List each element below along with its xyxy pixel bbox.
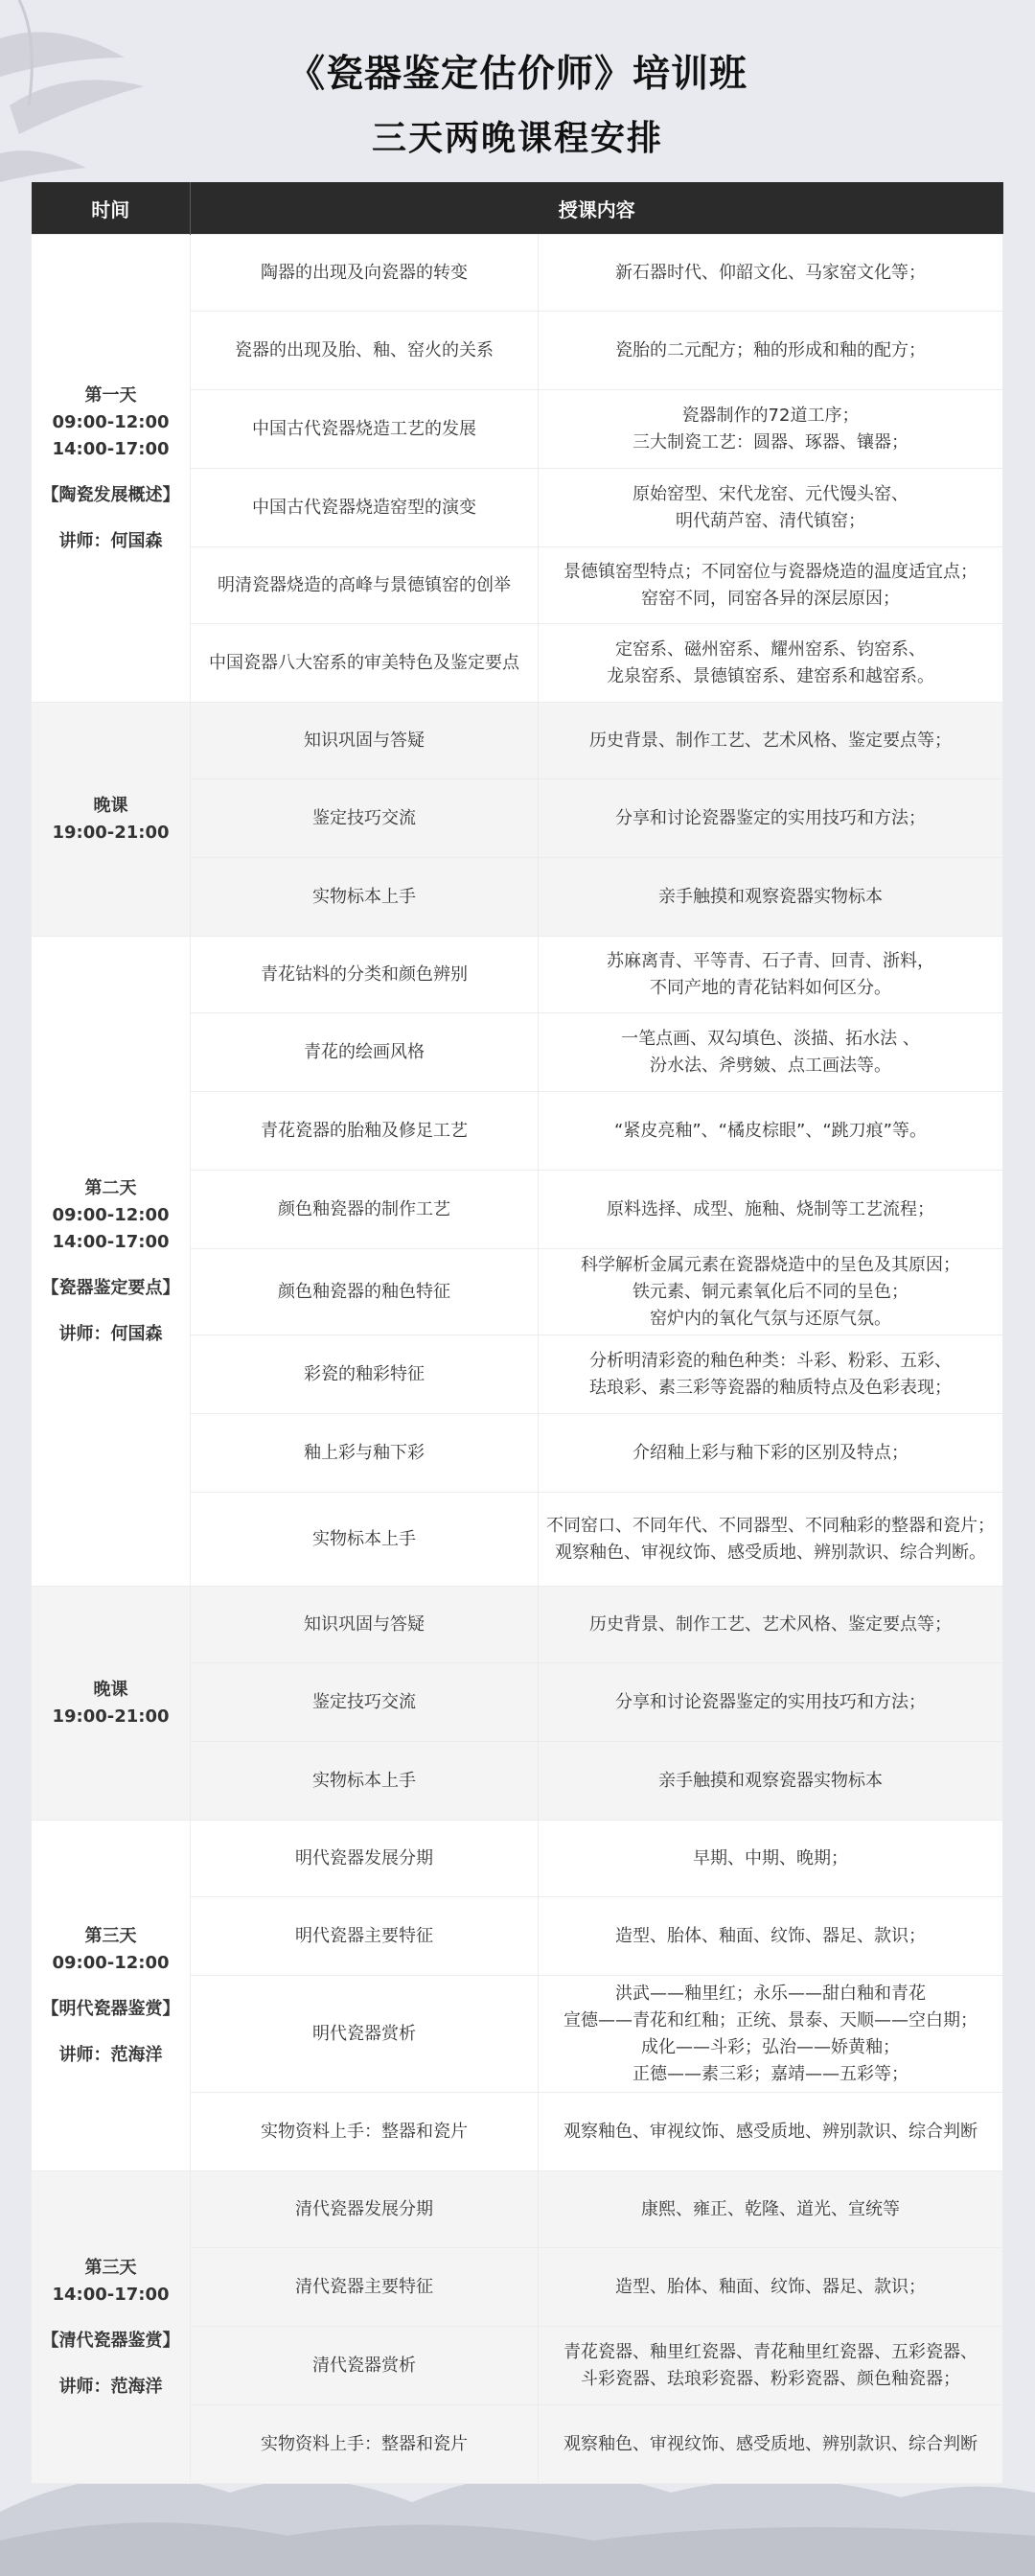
table-row xyxy=(32,1587,1003,1663)
page-subtitle: 三天两晚课程安排 xyxy=(371,119,663,158)
course-detail-line: 观察釉色、审视纹饰、感受质地、辨别款识、综合判断 xyxy=(564,2121,978,2142)
course-detail xyxy=(539,469,1003,547)
course-topic: 青花钴料的分类和颜色辨别 xyxy=(191,937,539,1013)
session-label-line: 14:00-17:00 xyxy=(52,2284,170,2305)
mountain-wash-icon xyxy=(0,2473,1035,2576)
session-label-line: 【瓷器鉴定要点】 xyxy=(41,1277,180,1298)
session-label-line: 【清代瓷器鉴赏】 xyxy=(41,2330,180,2351)
course-detail xyxy=(539,1092,1003,1171)
course-topic: 瓷器的出现及胎、釉、窑火的关系 xyxy=(191,312,539,390)
course-detail-line: 一笔点画、双勾填色、淡描、拓水法 、 xyxy=(621,1028,920,1049)
course-topic: 实物标本上手 xyxy=(191,1742,539,1821)
course-detail-line: 分享和讨论瓷器鉴定的实用技巧和方法； xyxy=(615,807,926,828)
course-detail-line: 成化——斗彩；弘治——娇黄釉； xyxy=(641,2036,900,2057)
session-label-line: 19:00-21:00 xyxy=(52,1706,170,1727)
course-topic: 清代瓷器主要特征 xyxy=(191,2248,539,2327)
course-detail-line: 历史背景、制作工艺、艺术风格、鉴定要点等； xyxy=(589,730,952,751)
session-label-line: 晚课 xyxy=(93,1679,128,1700)
session-label xyxy=(32,1821,191,2171)
course-detail xyxy=(539,1493,1003,1587)
course-topic: 明清瓷器烧造的高峰与景德镇窑的创举 xyxy=(191,547,539,624)
course-detail xyxy=(539,1171,1003,1249)
session-label-line: 09:00-12:00 xyxy=(52,1204,170,1225)
course-topic: 陶器的出现及向瓷器的转变 xyxy=(191,235,539,312)
course-detail-line: 景德镇窑型特点；不同窑位与瓷器烧造的温度适宜点； xyxy=(564,561,978,582)
course-topic: 彩瓷的釉彩特征 xyxy=(191,1335,539,1414)
course-detail-line: 铁元素、铜元素氧化后不同的呈色； xyxy=(632,1281,908,1302)
session-label-line: 【陶瓷发展概述】 xyxy=(41,484,180,505)
course-detail-line: 观察釉色、审视纹饰、感受质地、辨别款识、综合判断 xyxy=(564,2433,978,2454)
course-topic: 青花的绘画风格 xyxy=(191,1013,539,1092)
session-label-line: 晚课 xyxy=(93,795,128,816)
course-detail xyxy=(539,858,1003,937)
course-detail-line: 不同产地的青花钴料如何区分。 xyxy=(650,977,891,998)
course-detail-line: 定窑系、磁州窑系、耀州窑系、钧窑系、 xyxy=(615,638,926,660)
course-topic: 实物标本上手 xyxy=(191,858,539,937)
course-detail-line: 窑炉内的氧化气氛与还原气氛。 xyxy=(650,1308,891,1329)
course-detail-line: 亲手触摸和观察瓷器实物标本 xyxy=(658,1770,883,1791)
course-detail xyxy=(539,703,1003,779)
table-row xyxy=(32,2171,1003,2248)
course-topic: 中国瓷器八大窑系的审美特色及鉴定要点 xyxy=(191,624,539,703)
course-topic: 知识巩固与答疑 xyxy=(191,1587,539,1663)
course-detail-line: 新石器时代、仰韶文化、马家窑文化等； xyxy=(615,262,926,283)
course-detail-line: 介绍釉上彩与釉下彩的区别及特点； xyxy=(632,1442,908,1463)
course-detail-line: 造型、胎体、釉面、纹饰、器足、款识； xyxy=(615,1925,926,1946)
course-topic: 釉上彩与釉下彩 xyxy=(191,1414,539,1493)
course-detail xyxy=(539,390,1003,469)
course-detail xyxy=(539,624,1003,703)
session-label-line: 第三天 xyxy=(84,1925,137,1946)
session-label xyxy=(32,937,191,1587)
course-detail-line: 瓷胎的二元配方；釉的形成和釉的配方； xyxy=(615,339,926,360)
course-detail-line: 原料选择、成型、施釉、烧制等工艺流程； xyxy=(607,1198,934,1219)
table-row xyxy=(32,937,1003,1013)
course-detail xyxy=(539,1335,1003,1414)
session-label xyxy=(32,703,191,937)
table-header-row xyxy=(32,182,1003,235)
table-row xyxy=(32,703,1003,779)
course-detail xyxy=(539,1976,1003,2093)
course-detail-line: “紧皮亮釉”、“橘皮棕眼”、“跳刀痕”等。 xyxy=(614,1120,927,1141)
course-detail xyxy=(539,1414,1003,1493)
session-label-line: 讲师：范海洋 xyxy=(58,2376,163,2397)
course-detail-line: 早期、中期、晚期； xyxy=(693,1847,848,1868)
course-detail-line: 三大制瓷工艺：圆器、琢器、镶器； xyxy=(632,431,908,453)
session-label-line: 讲师：范海洋 xyxy=(58,2044,163,2065)
course-detail-line: 分享和讨论瓷器鉴定的实用技巧和方法； xyxy=(615,1691,926,1712)
course-topic: 中国古代瓷器烧造工艺的发展 xyxy=(191,390,539,469)
course-detail-line: 窑窑不同，同窑各异的深层原因； xyxy=(641,588,900,609)
course-topic: 青花瓷器的胎釉及修足工艺 xyxy=(191,1092,539,1171)
course-detail-line: 龙泉窑系、景德镇窑系、建窑系和越窑系。 xyxy=(607,665,934,686)
session-label-line: 09:00-12:00 xyxy=(52,1952,170,1973)
course-detail-line: 苏麻离青、平等青、石子青、回青、浙料， xyxy=(607,950,934,971)
course-detail xyxy=(539,1663,1003,1742)
course-topic: 颜色釉瓷器的釉色特征 xyxy=(191,1249,539,1335)
course-detail xyxy=(539,1742,1003,1821)
course-detail xyxy=(539,547,1003,624)
session-label xyxy=(32,2171,191,2484)
course-topic: 实物资料上手：整器和瓷片 xyxy=(191,2405,539,2484)
course-detail xyxy=(539,2405,1003,2484)
course-detail xyxy=(539,937,1003,1013)
course-topic: 实物资料上手：整器和瓷片 xyxy=(191,2093,539,2171)
schedule-table xyxy=(31,182,1003,2484)
course-topic: 清代瓷器发展分期 xyxy=(191,2171,539,2248)
course-detail-line: 汾水法、斧劈皴、点工画法等。 xyxy=(650,1055,891,1076)
course-detail xyxy=(539,312,1003,390)
course-topic: 知识巩固与答疑 xyxy=(191,703,539,779)
course-detail-line: 分析明清彩瓷的釉色种类：斗彩、粉彩、五彩、 xyxy=(589,1350,952,1371)
course-detail xyxy=(539,1013,1003,1092)
course-detail-line: 不同窑口、不同年代、不同器型、不同釉彩的整器和瓷片； xyxy=(546,1515,995,1536)
page-title: 《瓷器鉴定估价师》培训班 xyxy=(287,53,748,96)
course-detail-line: 科学解析金属元素在瓷器烧造中的呈色及其原因； xyxy=(581,1254,960,1275)
course-detail-line: 宣德——青花和红釉；正统、景泰、天顺——空白期； xyxy=(564,2009,978,2031)
course-detail-line: 亲手触摸和观察瓷器实物标本 xyxy=(658,886,883,907)
course-detail xyxy=(539,1587,1003,1663)
course-detail-line: 康熙、雍正、乾隆、道光、宣统等 xyxy=(641,2198,900,2219)
course-detail xyxy=(539,2327,1003,2405)
session-label-line: 09:00-12:00 xyxy=(52,411,170,432)
course-detail-line: 原始窑型、宋代龙窑、元代馒头窑、 xyxy=(632,483,908,504)
course-detail xyxy=(539,1821,1003,1897)
course-detail xyxy=(539,235,1003,312)
session-label-line: 【明代瓷器鉴赏】 xyxy=(41,1998,180,2019)
course-topic: 鉴定技巧交流 xyxy=(191,779,539,858)
session-label-line: 14:00-17:00 xyxy=(52,1231,170,1252)
course-detail-line: 瓷器制作的72道工序； xyxy=(681,405,860,426)
session-label-line: 第一天 xyxy=(84,384,137,406)
header xyxy=(0,0,1035,182)
course-detail xyxy=(539,1897,1003,1976)
session-label xyxy=(32,235,191,703)
course-detail xyxy=(539,1249,1003,1335)
header-time: 时间 xyxy=(32,182,191,235)
course-detail xyxy=(539,2171,1003,2248)
course-detail xyxy=(539,779,1003,858)
course-topic: 清代瓷器赏析 xyxy=(191,2327,539,2405)
session-label-line: 第二天 xyxy=(84,1177,137,1198)
header-content: 授课内容 xyxy=(191,182,1003,235)
session-label-line: 第三天 xyxy=(84,2257,137,2278)
session-label-line: 讲师：何国森 xyxy=(58,1323,163,1344)
session-label xyxy=(32,1587,191,1821)
course-detail-line: 历史背景、制作工艺、艺术风格、鉴定要点等； xyxy=(589,1613,952,1635)
session-label-line: 14:00-17:00 xyxy=(52,438,170,459)
course-detail-line: 观察釉色、审视纹饰、感受质地、辨别款识、综合判断。 xyxy=(555,1542,986,1563)
course-detail-line: 造型、胎体、釉面、纹饰、器足、款识； xyxy=(615,2276,926,2297)
course-topic: 中国古代瓷器烧造窑型的演变 xyxy=(191,469,539,547)
session-label-line: 19:00-21:00 xyxy=(52,822,170,843)
session-label-line: 讲师：何国森 xyxy=(58,530,163,551)
course-detail-line: 洪武——釉里红；永乐——甜白釉和青花 xyxy=(615,1983,926,2004)
course-detail xyxy=(539,2248,1003,2327)
course-topic: 明代瓷器赏析 xyxy=(191,1976,539,2093)
table-row xyxy=(32,235,1003,312)
course-detail-line: 青花瓷器、釉里红瓷器、青花釉里红瓷器、五彩瓷器、 xyxy=(564,2341,978,2362)
course-detail-line: 明代葫芦窑、清代镇窑； xyxy=(676,510,865,531)
course-detail-line: 斗彩瓷器、珐琅彩瓷器、粉彩瓷器、颜色釉瓷器； xyxy=(581,2368,960,2389)
course-topic: 颜色釉瓷器的制作工艺 xyxy=(191,1171,539,1249)
course-detail-line: 正德——素三彩；嘉靖——五彩等； xyxy=(632,2063,908,2084)
course-topic: 明代瓷器主要特征 xyxy=(191,1897,539,1976)
course-detail-line: 珐琅彩、素三彩等瓷器的釉质特点及色彩表现； xyxy=(589,1377,952,1398)
course-detail xyxy=(539,2093,1003,2171)
course-topic: 鉴定技巧交流 xyxy=(191,1663,539,1742)
course-topic: 明代瓷器发展分期 xyxy=(191,1821,539,1897)
table-row xyxy=(32,1821,1003,1897)
course-topic: 实物标本上手 xyxy=(191,1493,539,1587)
